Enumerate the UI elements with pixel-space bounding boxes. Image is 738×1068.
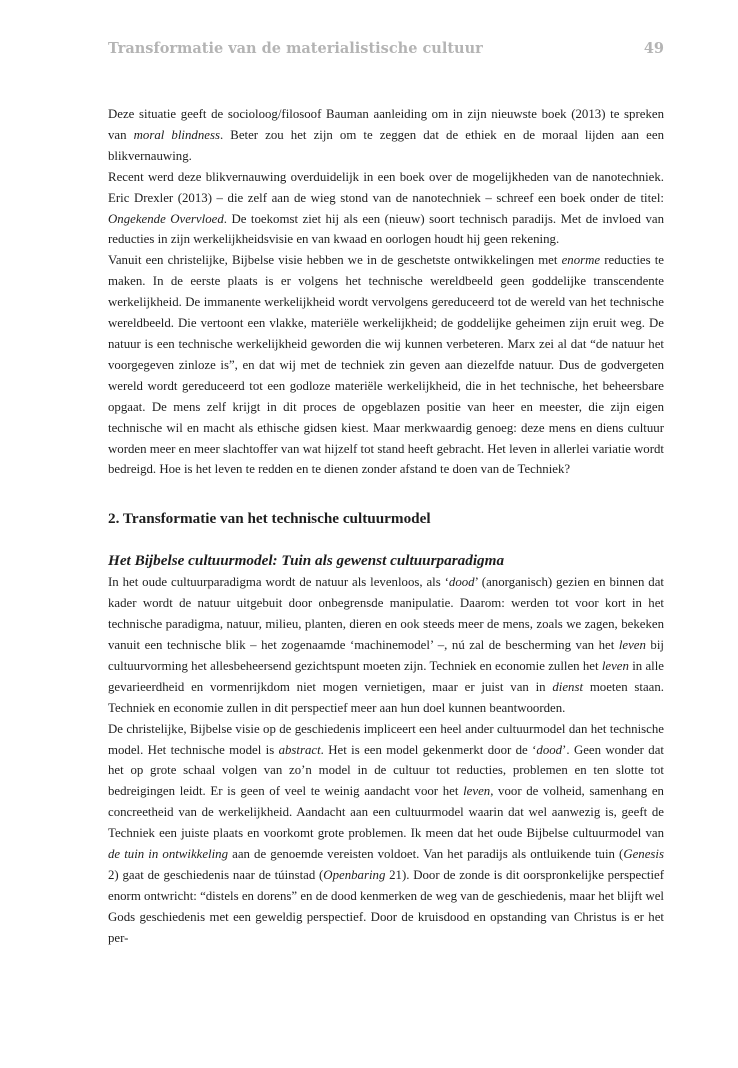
running-header-title: Transformatie van de materialistische cultuur bbox=[108, 40, 483, 57]
paragraph-3: Vanuit een christelijke, Bijbelse visie hebben we in de geschetste ontwikkelingen met enorme reducties te maken. In de eerste plaats is er volgens het technische wereldbeeld geen goddelijke transcendente werkelijkheid. De immanente werkelijkheid wordt vervolgens gereduceerd tot de wereld van het technische wereldbeeld. Die vertoont een vlakke, materiële werkelijkheid; de goddelijke geheimen zijn eruit weg. De natuur is een technische werkelijkheid geworden die wij kunnen verbeteren. Marx zei al dat “de natuur het voorgegeven zinloze is”, en dat wij met de techniek zin geven aan diezelfde natuur. Dus de godvergeten wereld wordt gereduceerd tot een godloze materiële werkelijkheid, die in het technische, het beheersbare opgaat. De mens zelf krijgt in dit proces de opgeblazen positie van heer en meester, die zijn eigen technische wil en macht als ethische gidsen kiest. Maar merkwaardig genoeg: deze mens en diens cultuur worden meer en meer slachtoffer van wat hijzelf tot stand heeft gebracht. Het leven in allerlei variatie wordt bedreigd. Hoe is het leven te redden en te dienen zonder afstand te doen van de Techniek? bbox=[108, 253, 664, 477]
paragraph-1: Deze situatie geeft de socioloog/filosoof Bauman aanleiding om in zijn nieuwste boek (2013) te spreken van moral blindness. Beter zou het zijn om te zeggen dat de ethiek en de moraal lijden aan een blikvernauwing. bbox=[108, 107, 664, 163]
running-header bbox=[108, 40, 664, 64]
page-body bbox=[108, 104, 664, 949]
section-heading: 2. Transformatie van het technische cultuurmodel bbox=[108, 510, 431, 528]
subsection-heading: Het Bijbelse cultuurmodel: Tuin als gewenst cultuurparadigma bbox=[108, 552, 505, 570]
paragraph-4: In het oude cultuurparadigma wordt de natuur als levenloos, als ‘dood’ (anorganisch) gezien en binnen dat kader wordt de natuur uitgebuit door onbegrensde manipulatie. Daarom: werden tot voor kort in het technische paradigma, natuur, milieu, planten, dieren en ook steeds meer de mens, zoals we zagen, bekeken vanuit een technische blik – het zogenaamde ‘machinemodel’ –, nú zal de bescherming van het leven bij cultuurvorming het allesbeheersend gezichtspunt moeten zijn. Techniek en economie zullen het leven in alle gevarieerdheid en vormenrijkdom niet mogen vernietigen, maar er juist van in dienst moeten staan. Techniek en economie zullen in dit perspectief meer aan hun doel kunnen beantwoorden. bbox=[108, 575, 665, 715]
page-number: 49 bbox=[643, 40, 664, 57]
paragraph-5: De christelijke, Bijbelse visie op de geschiedenis impliceert een heel ander cultuurmodel dan het technische model. Het technische model is abstract. Het is een model gekenmerkt door de ‘dood’. Geen wonder dat het op grote schaal volgen van zo’n model in de cultuur tot reducties, problemen en ten slotte tot bedreigingen leidt. Er is geen of veel te weinig aandacht voor het leven, voor de volheid, samenhang en concreetheid van de werkelijkheid. Aandacht aan een cultuurmodel waarin dat wel aanwezig is, geeft de Techniek een juiste plaats en voorkomt grote problemen. Ik meen dat het oude Bijbelse cultuurmodel van de tuin in ontwikkeling aan de genoemde vereisten voldoet. Van het paradijs als ontluikende tuin (Genesis 2) gaat de geschiedenis naar de túinstad (Openbaring 21). Door de zonde is dit oorspronkelijke perspectief enorm ontwricht: “distels en dorens” en de dood kenmerken de weg van de geschiedenis, maar het blijft wel Gods geschiedenis met een geweldig perspectief. Door de kruisdood en opstanding van Christus is er het per- bbox=[108, 721, 665, 945]
paragraph-2: Recent werd deze blikvernauwing overduidelijk in een boek over de mogelijkheden van de nanotechniek. Eric Drexler (2013) – die zelf aan de wieg stond van de nanotechniek – schreef een boek onder de titel: Ongekende Overvloed. De toekomst ziet hij als een (nieuw) soort technisch paradijs. Met de invloed van reducties in zijn werkelijkheidsvisie en van kwaad en oorlogen houdt hij geen rekening. bbox=[108, 169, 664, 247]
